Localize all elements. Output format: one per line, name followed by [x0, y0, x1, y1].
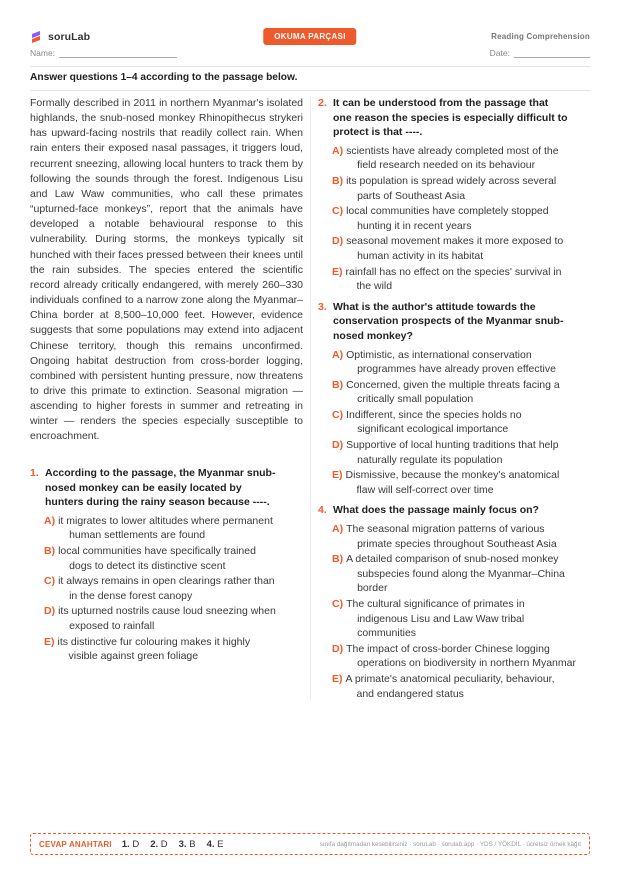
option-text-line: hunting it in recent years	[357, 219, 472, 232]
option-text-line: significant ecological importance	[357, 423, 509, 436]
question-number: 2.	[318, 97, 327, 109]
answer-key-item	[122, 839, 139, 850]
option-text-line: The seasonal migration patterns of various	[346, 523, 545, 536]
option-text-line: Dismissive, because the monkey's anatomical	[345, 469, 560, 482]
option-text-line: critically small population	[357, 393, 474, 406]
option-text-line: field research needed on its behaviour	[357, 159, 536, 172]
option-text-line: in the dense forest canopy	[69, 589, 193, 602]
answer-key-answer: D	[132, 838, 140, 850]
answer-key-number: 4.	[206, 838, 215, 850]
brand-name: soruLab	[48, 31, 91, 43]
date-field	[490, 48, 590, 58]
option-text-line: indigenous Lisu and Law Waw tribal	[357, 612, 525, 625]
answer-option[interactable]	[332, 348, 594, 377]
option-text-line: scientists have already completed most of the	[346, 144, 559, 157]
question-text-line: It can be understood from the passage that	[333, 97, 549, 109]
option-text-line: the wild	[356, 280, 393, 293]
option-text-line: human activity in its habitat	[357, 249, 484, 262]
reading-passage: Formally described in 2011 in northern Myanmar's isolated highlands, the snub-nosed monkey Rhinopithecus strykeri has upward-facing nostrils that readily collect rain. When rain enters their exposed nasal passages, it triggers loud, recurrent sneezing, allowing local hunters to track them by following the sounds through the forest. Indigenous Lisu and Law Waw communities, who call these primates “upturned-face monkeys”, report that the animals have developed a notable behavioural response to this vulnerability. During storms, the monkeys typically sit hunched with their faces pressed between their knees until the rain subsides. The species entered the scientific record already critically endangered, with merely 260–330 individuals confined to a narrow zone along the Myanmar–China border at 8,500–10,000 feet. However, evidence suggests that some populations may extend into adjacent Chinese territory, though this remains unconfirmed. Ongoing habitat destruction from cross-border logging, combined with persistent hunting pressure, now threatens to drive this primate to extinction. Seasonal migration — ascending to higher forests in summer and retreating in winter — renders the species especially susceptible to encroachment.	[30, 97, 303, 443]
option-text	[346, 234, 594, 263]
option-text-line: subspecies found along the Myanmar–China	[357, 567, 565, 580]
option-letter: E)	[44, 635, 55, 648]
header-divider	[30, 66, 590, 67]
answer-key-answer: E	[217, 838, 224, 850]
question-stem	[318, 300, 594, 344]
answer-key-number: 2.	[150, 838, 159, 850]
answer-key-item	[179, 839, 196, 850]
footer-meta: sınıfa dağıtmadan kesebilirsiniz · soruLab · sorulab.app · YDS / YÖKDİL · ücretsiz örnek kâğıt	[319, 840, 581, 848]
option-text-line: its upturned nostrils cause loud sneezing when	[58, 605, 276, 618]
option-text-line: parts of Southeast Asia	[357, 189, 466, 202]
option-text-line: and endangered status	[356, 687, 464, 700]
option-letter: C)	[332, 408, 344, 421]
option-text-line: border	[357, 582, 388, 595]
document-type-tag: OKUMA PARÇASI	[263, 28, 356, 45]
answer-key-label: CEVAP ANAHTARI	[39, 839, 112, 849]
option-letter: C)	[332, 205, 344, 218]
answer-option[interactable]	[332, 174, 594, 203]
question-text-line: According to the passage, the Myanmar snub-	[45, 467, 276, 479]
option-text	[58, 604, 300, 633]
option-text-line: dogs to detect its distinctive scent	[69, 559, 226, 572]
question-text-line: hunters during the rainy season because ----.	[45, 496, 270, 509]
answer-key-number: 3.	[178, 838, 187, 850]
question-3	[318, 300, 594, 498]
option-letter: E)	[332, 265, 343, 278]
option-text	[346, 438, 594, 467]
question-stem	[318, 503, 594, 518]
option-text-line: programmes have already proven effective	[357, 363, 556, 376]
option-text-line: seasonal movement makes it more exposed to	[346, 235, 564, 248]
option-text	[346, 468, 595, 497]
option-text-line: Optimistic, as international conservation	[346, 348, 532, 361]
answer-key-items	[122, 839, 235, 850]
question-text-line: conservation prospects of the Myanmar snub-	[333, 315, 564, 328]
answer-key-item	[207, 839, 224, 850]
option-letter: D)	[332, 642, 344, 655]
option-text	[58, 544, 300, 573]
option-text-line: operations on biodiversity in northern Myanmar	[357, 657, 576, 670]
option-letter: B)	[332, 553, 344, 566]
question-number: 1.	[30, 467, 39, 479]
answer-option[interactable]	[332, 408, 594, 437]
brand-logo-icon	[30, 30, 42, 44]
answer-key-answer: D	[160, 838, 168, 850]
option-text-line: Concerned, given the multiple threats facing a	[346, 378, 560, 391]
answer-option[interactable]	[44, 604, 300, 633]
answer-option[interactable]	[44, 544, 300, 573]
option-letter: C)	[44, 575, 56, 588]
answer-option[interactable]	[332, 144, 594, 173]
option-letter: D)	[332, 439, 344, 452]
question-stem	[30, 466, 300, 510]
option-letter: A)	[332, 348, 344, 361]
answer-key-number: 1.	[121, 838, 130, 850]
option-text	[346, 204, 594, 233]
question-text-line: What does the passage mainly focus on?	[333, 504, 539, 517]
option-text-line: naturally regulate its population	[357, 453, 503, 466]
answer-option[interactable]	[332, 265, 594, 294]
question-number: 4.	[318, 504, 327, 517]
question-number: 3.	[318, 300, 327, 313]
name-label: Name:	[30, 48, 56, 58]
question-stem	[318, 96, 594, 140]
option-text-line: primate species throughout Southeast Asia	[357, 537, 557, 550]
option-text	[58, 514, 300, 543]
answer-option[interactable]	[44, 574, 300, 603]
answer-option[interactable]	[332, 552, 594, 596]
question-text-line: one reason the species is especially difficult to	[333, 111, 568, 124]
option-text	[346, 597, 594, 641]
option-text-line: exposed to rainfall	[69, 619, 155, 632]
page-header	[30, 28, 590, 66]
option-text	[346, 522, 594, 551]
answer-key-item	[150, 839, 167, 850]
column-divider	[310, 96, 311, 700]
answer-option[interactable]	[332, 642, 594, 671]
questions-right-column	[318, 96, 594, 707]
option-text	[346, 144, 594, 173]
answer-option[interactable]	[44, 635, 300, 664]
option-text	[346, 552, 594, 596]
option-letter: E)	[332, 672, 343, 685]
option-text-line: local communities have completely stopped	[346, 205, 549, 218]
answer-key-answer: B	[189, 838, 196, 850]
option-letter: A)	[44, 514, 56, 527]
question-1	[30, 466, 300, 664]
date-line	[514, 48, 590, 58]
answer-option[interactable]	[332, 438, 594, 467]
option-text	[346, 265, 595, 294]
option-text-line: flaw will self-correct over time	[356, 483, 494, 496]
answer-option[interactable]	[332, 204, 594, 233]
option-text-line: rainfall has no effect on the species' survival in	[345, 265, 562, 278]
option-text-line: it migrates to lower altitudes where permanent	[58, 514, 273, 527]
document-type-label: Reading Comprehension	[491, 32, 590, 41]
answer-key-bar	[30, 833, 590, 855]
option-text	[346, 642, 594, 671]
option-letter: B)	[44, 544, 56, 557]
name-field	[30, 48, 177, 58]
option-text-line: Supportive of local hunting traditions that help	[346, 439, 559, 452]
option-letter: A)	[332, 523, 344, 536]
option-text-line: A detailed comparison of snub-nosed monkey	[346, 553, 559, 566]
answer-option[interactable]	[332, 522, 594, 551]
option-text-line: local communities have specifically trained	[58, 544, 256, 557]
question-text-line: nosed monkey can be easily located by	[45, 481, 242, 494]
option-text-line: Indifferent, since the species holds no	[346, 408, 522, 421]
option-letter: A)	[332, 144, 344, 157]
brand-logo	[30, 30, 90, 44]
answer-option[interactable]	[332, 234, 594, 263]
instruction-divider	[30, 90, 590, 91]
question-4	[318, 503, 594, 701]
option-text-line: A primate's anatomical peculiarity, behaviour,	[345, 672, 555, 685]
date-label: Date:	[489, 48, 510, 58]
option-letter: E)	[332, 469, 343, 482]
question-text-line: protect is that ----.	[333, 126, 423, 139]
answer-option[interactable]	[332, 672, 594, 701]
answer-option[interactable]	[332, 378, 594, 407]
answer-option[interactable]	[44, 514, 300, 543]
option-text-line: visible against green foliage	[68, 650, 199, 663]
answer-option[interactable]	[332, 468, 594, 497]
question-text	[333, 96, 594, 140]
answer-option[interactable]	[332, 597, 594, 641]
option-text	[346, 348, 594, 377]
option-text	[346, 672, 595, 701]
option-letter: D)	[332, 235, 344, 248]
question-text	[45, 466, 300, 510]
option-text-line: The cultural significance of primates in	[346, 598, 525, 610]
question-2	[318, 96, 594, 294]
option-text-line: its population is spread widely across several	[346, 174, 557, 187]
option-text	[346, 174, 594, 203]
option-text-line: human settlements are found	[69, 529, 206, 542]
option-letter: D)	[44, 605, 56, 618]
question-text-line: nosed monkey?	[333, 329, 413, 342]
option-text-line: its distinctive fur colouring makes it highly	[57, 635, 251, 648]
option-text	[346, 378, 594, 407]
questions-left-column	[30, 466, 300, 670]
option-text	[346, 408, 594, 437]
option-letter: C)	[332, 598, 344, 610]
option-letter: B)	[332, 378, 344, 391]
question-text	[333, 300, 594, 344]
option-text-line: it always remains in open clearings rather than	[58, 575, 275, 588]
option-text-line: communities	[357, 627, 417, 640]
option-text-line: The impact of cross-border Chinese logging	[346, 642, 550, 655]
question-text	[333, 503, 594, 518]
name-line	[59, 48, 177, 58]
option-text	[58, 635, 301, 664]
question-text-line: What is the author's attitude towards the	[333, 300, 536, 313]
option-letter: B)	[332, 174, 344, 187]
option-text	[58, 574, 300, 603]
instruction-text: Answer questions 1–4 according to the passage below.	[30, 72, 298, 83]
